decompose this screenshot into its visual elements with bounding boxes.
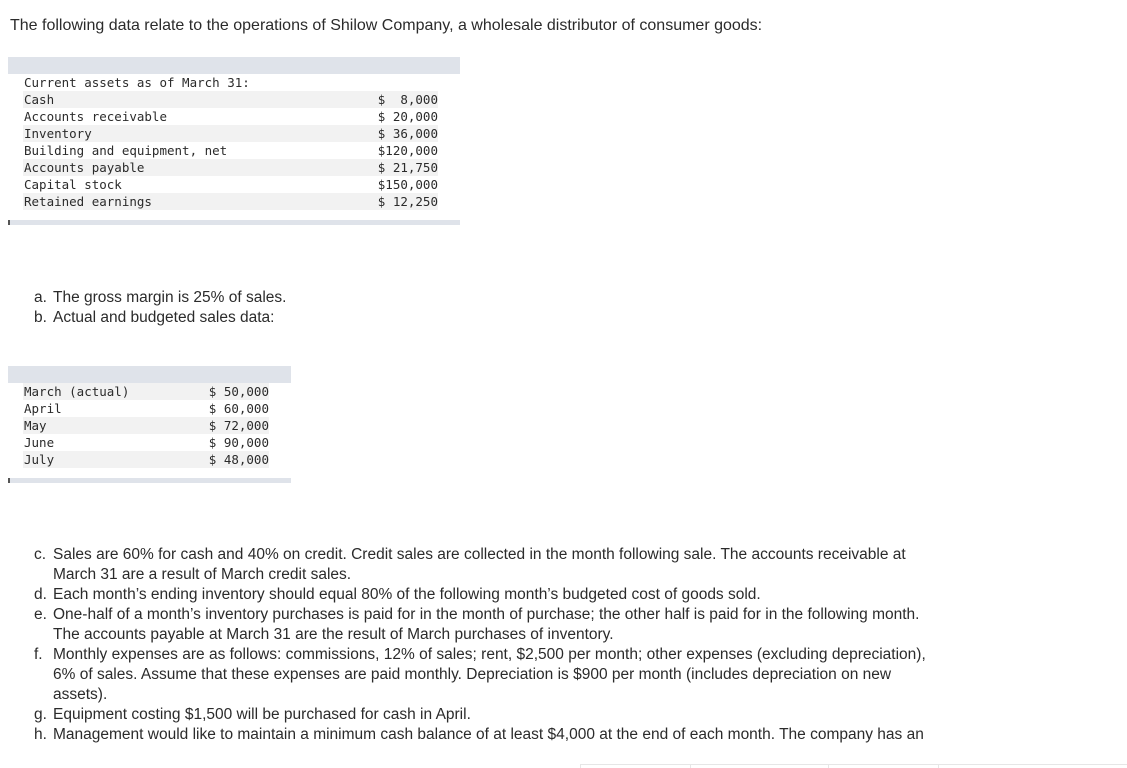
table-row <box>23 91 438 108</box>
row-value: $ 48,000 <box>208 452 269 467</box>
row-label: Capital stock <box>24 177 122 192</box>
row-value: $ 20,000 <box>377 109 438 124</box>
table-row <box>23 193 438 210</box>
list-item <box>34 308 286 328</box>
list-item <box>34 585 926 605</box>
list-item <box>34 645 926 705</box>
table-row <box>23 108 438 125</box>
item-line: Equipment costing $1,500 will be purchased for cash in April. <box>53 706 471 723</box>
list-item <box>34 725 926 745</box>
row-value: $ 72,000 <box>208 418 269 433</box>
item-marker: g. <box>34 706 47 723</box>
sales-data-table <box>8 366 291 483</box>
item-marker: e. <box>34 606 47 623</box>
row-value: $ 50,000 <box>208 384 269 399</box>
item-line: assets). <box>53 686 108 703</box>
item-marker: h. <box>34 726 47 743</box>
row-label: March (actual) <box>24 384 130 399</box>
current-assets-table <box>8 57 460 225</box>
table-header-bar <box>8 366 291 383</box>
notes-ch <box>34 545 926 745</box>
table-row <box>23 142 438 159</box>
table-row <box>23 383 269 400</box>
table-row <box>23 400 269 417</box>
row-value: $120,000 <box>377 143 438 158</box>
row-label: Building and equipment, net <box>24 143 228 158</box>
item-marker: d. <box>34 586 47 603</box>
row-value: $ 21,750 <box>377 160 438 175</box>
list-item <box>34 545 926 585</box>
list-item <box>34 705 926 725</box>
table-header-bar <box>8 57 460 74</box>
list-item <box>34 288 286 308</box>
item-line: 6% of sales. Assume that these expenses are paid monthly. Depreciation is $900 per month (includes depreciation on new <box>53 666 892 683</box>
list-item <box>34 605 926 645</box>
row-label: Inventory <box>24 126 92 141</box>
table-row <box>23 125 438 142</box>
row-label: Cash <box>24 92 55 107</box>
table-row <box>23 159 438 176</box>
item-line: Each month’s ending inventory should equal 80% of the following month’s budgeted cost of goods sold. <box>53 586 761 603</box>
row-value: $ 8,000 <box>377 92 438 107</box>
table-row <box>23 434 269 451</box>
row-value: $ 12,250 <box>377 194 438 209</box>
row-value: $ 60,000 <box>208 401 269 416</box>
table-caption: Current assets as of March 31: <box>24 75 250 90</box>
item-line: March 31 are a result of March credit sales. <box>53 566 352 583</box>
item-marker: f. <box>34 646 43 663</box>
item-marker: a. <box>34 289 47 306</box>
item-line: The accounts payable at March 31 are the result of March purchases of inventory. <box>53 626 614 643</box>
table-footer-bar <box>8 220 460 225</box>
item-text: The gross margin is 25% of sales. <box>53 289 287 306</box>
table-row <box>23 451 269 468</box>
row-label: Retained earnings <box>24 194 152 209</box>
table-row <box>23 176 438 193</box>
item-marker: b. <box>34 309 47 326</box>
table-caption-row <box>23 74 438 91</box>
notes-ab <box>34 288 286 328</box>
row-value: $150,000 <box>377 177 438 192</box>
item-line: One-half of a month’s inventory purchases is paid for in the month of purchase; the other half is paid for in the following month. <box>53 606 920 623</box>
row-value: $ 36,000 <box>377 126 438 141</box>
row-label: July <box>24 452 55 467</box>
row-label: May <box>24 418 47 433</box>
item-line: Monthly expenses are as follows: commissions, 12% of sales; rent, $2,500 per month; other expenses (excluding depreciation), <box>53 646 926 663</box>
row-label: Accounts receivable <box>24 109 167 124</box>
row-label: June <box>24 435 55 450</box>
table-row <box>23 417 269 434</box>
item-text: Actual and budgeted sales data: <box>53 309 275 326</box>
item-line: Sales are 60% for cash and 40% on credit. Credit sales are collected in the month following sale. The accounts receivable at <box>53 546 906 563</box>
table-footer-bar <box>8 478 291 483</box>
item-line: Management would like to maintain a minimum cash balance of at least $4,000 at the end of each month. The company has an <box>53 726 924 743</box>
row-value: $ 90,000 <box>208 435 269 450</box>
intro-text: The following data relate to the operations of Shilow Company, a wholesale distributor of consumer goods: <box>10 17 763 34</box>
bottom-divider <box>580 764 1127 768</box>
row-label: April <box>24 401 62 416</box>
item-marker: c. <box>34 546 47 563</box>
row-label: Accounts payable <box>24 160 145 175</box>
